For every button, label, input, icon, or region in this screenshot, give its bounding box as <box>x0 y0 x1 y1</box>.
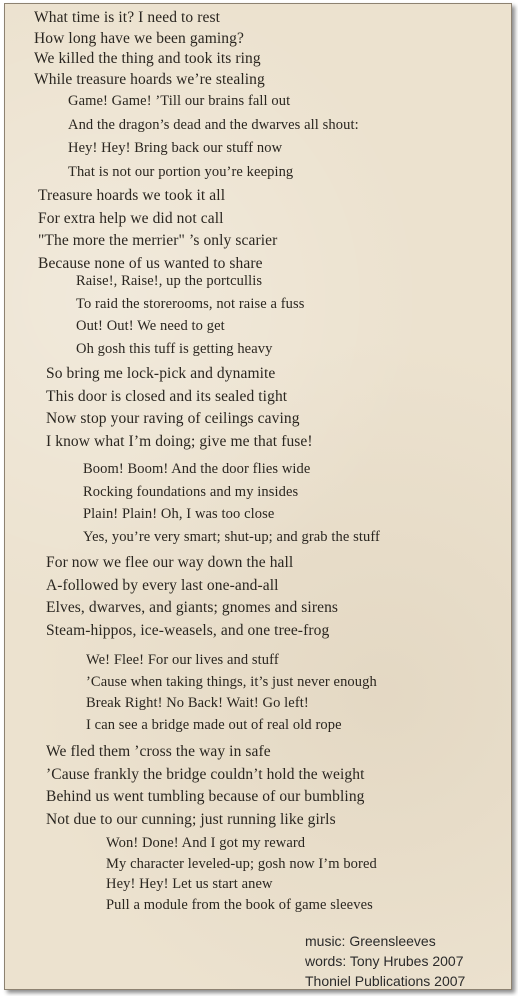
poem-line: Pull a module from the book of game sleeves <box>106 896 373 913</box>
poem-line: Now stop your raving of ceilings caving <box>46 410 300 427</box>
poem-line: ’Cause frankly the bridge couldn’t hold the weight <box>46 765 365 783</box>
poem-line: To raid the storerooms, not raise a fuss <box>76 295 305 312</box>
poem-line: Game! Game! ’Till our brains fall out <box>68 93 291 109</box>
poem-line: Yes, you’re very smart; shut-up; and grab the stuff <box>83 528 380 545</box>
poem-line: Raise!, Raise!, up the portcullis <box>76 273 263 289</box>
poem-line: Elves, dwarves, and giants; gnomes and sirens <box>46 599 339 616</box>
poem-line: Won! Done! And I got my reward <box>106 835 306 851</box>
poem-line: Boom! Boom! And the door flies wide <box>83 461 311 477</box>
poem-line: Hey! Hey! Bring back our stuff now <box>68 140 283 156</box>
poem-line: ’Cause when taking things, it’s just never enough <box>86 673 377 690</box>
poem-line: Steam-hippos, ice-weasels, and one tree-frog <box>46 621 330 639</box>
poem-line: Because none of us wanted to share <box>38 254 263 272</box>
poem-line: This door is closed and its sealed tight <box>46 387 288 405</box>
credits-publisher: Thoniel Publications 2007 <box>305 973 466 989</box>
poem-line: Hey! Hey! Let us start anew <box>106 876 273 892</box>
credits-words: words: Tony Hrubes 2007 <box>305 953 464 969</box>
poem-line: Plain! Plain! Oh, I was too close <box>83 506 275 522</box>
poem-line: So bring me lock-pick and dynamite <box>46 365 276 382</box>
credits-music: music: Greensleeves <box>305 933 436 949</box>
poem-line: We! Flee! For our lives and stuff <box>86 652 279 668</box>
poem-line: Out! Out! We need to get <box>76 318 225 334</box>
poem-line: Not due to our cunning; just running like girls <box>46 810 336 828</box>
poem-line: And the dragon’s dead and the dwarves all shout: <box>68 116 359 133</box>
poem-line: A-followed by every last one-and-all <box>46 576 279 594</box>
poem-line: While treasure hoards we’re stealing <box>34 70 265 88</box>
poem-line: Behind us went tumbling because of our bumbling <box>46 788 365 805</box>
poem-line: Rocking foundations and my insides <box>83 483 299 500</box>
poem-line: I know what I’m doing; give me that fuse! <box>46 432 313 450</box>
credits-block <box>305 931 465 991</box>
poem-line: We fled them ’cross the way in safe <box>46 743 271 760</box>
poem-line: Treasure hoards we took it all <box>38 187 226 204</box>
poem-line: Break Right! No Back! Wait! Go left! <box>86 695 309 711</box>
poem-line: "The more the merrier" ’s only scarier <box>38 232 278 249</box>
poem-line: We killed the thing and took its ring <box>34 50 261 67</box>
poem-line: I can see a bridge made out of real old rope <box>86 716 342 733</box>
poem-line: What time is it? I need to rest <box>34 9 221 26</box>
poem-line: My character leveled-up; gosh now I’m bored <box>106 855 377 872</box>
poem-line: For extra help we did not call <box>38 209 224 227</box>
poem-line: For now we flee our way down the hall <box>46 554 294 571</box>
poem-line: Oh gosh this tuff is getting heavy <box>76 340 273 357</box>
poem-line: How long have we been gaming? <box>34 29 244 47</box>
poem-line: That is not our portion you’re keeping <box>68 163 294 180</box>
